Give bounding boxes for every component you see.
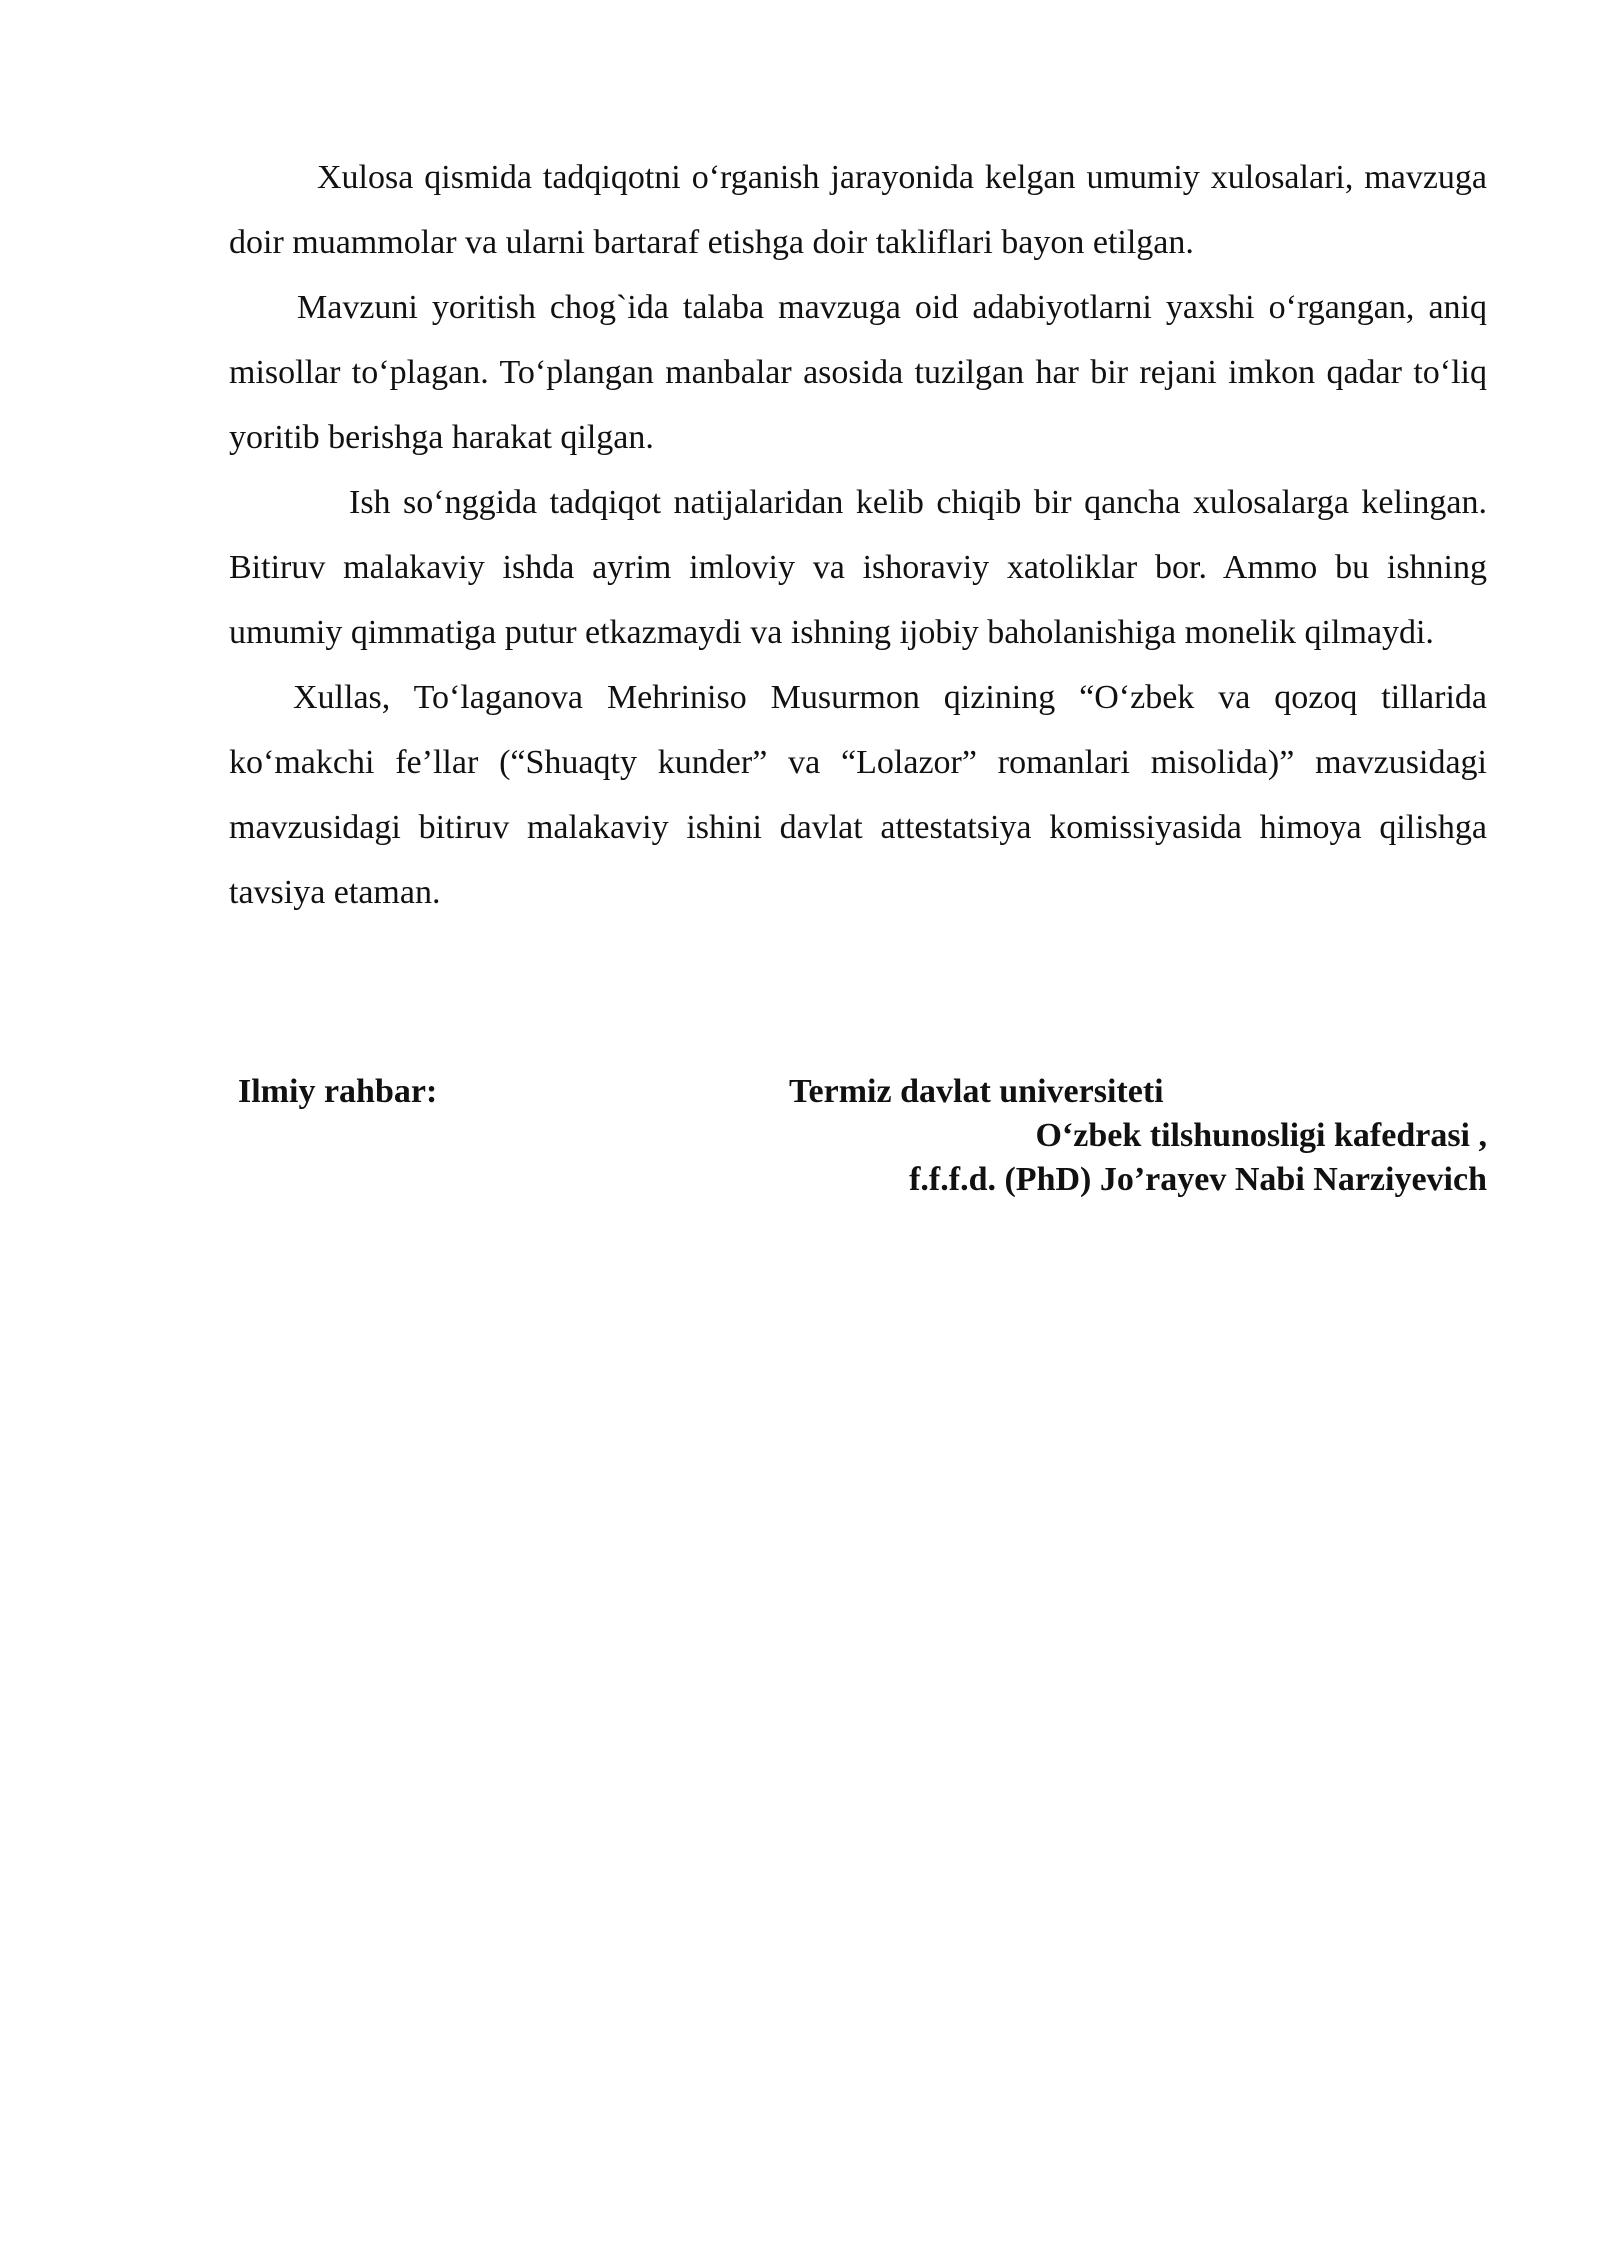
paragraph-topic-coverage: Mavzuni yoritish chog`ida talaba mavzuga oid adabiyotlarni yaxshi o‘rgangan, aniq misollar to‘plagan. To‘plangan manbalar asosida tuzilgan har bir rejani imkon qadar to‘liq yoritib berishga harakat qilgan. — [229, 289, 1487, 456]
document-body — [229, 145, 1487, 925]
paragraph-conclusion-summary: Xulosa qismida tadqiqotni o‘rganish jarayonida kelgan umumiy xulosalari, mavzuga doir muammolar va ularni bartaraf etishga doir takliflari bayon etilgan. — [229, 159, 1487, 261]
signature-block — [780, 1070, 1487, 1202]
paragraph-recommendation: Xullas, To‘laganova Mehriniso Musurmon qizining “O‘zbek va qozoq tillarida ko‘makchi fe’llar (“Shuaqty kunder” va “Lolazor” romanlari misolida)” mavzusidagi mavzusidagi bitiruv malakaviy ishini davlat attestatsiya komissiyasida himoya qilishga tavsiya etaman. — [229, 679, 1487, 911]
supervisor-role-label: Ilmiy rahbar: — [238, 1073, 438, 1110]
signature-department: O‘zbek tilshunosligi kafedrasi , — [1035, 1117, 1487, 1154]
paragraph-findings-errors: Ish so‘nggida tadqiqot natijalaridan kelib chiqib bir qancha xulosalarga kelingan. Bitiruv malakaviy ishda ayrim imloviy va ishoraviy xatoliklar bor. Ammo bu ishning umumiy qimmatiga putur etkazmaydi va ishning ijobiy baholanishiga monelik qilmaydi. — [229, 484, 1487, 651]
signature-university: Termiz davlat universiteti — [789, 1073, 1164, 1110]
signature-name: f.f.f.d. (PhD) Jo’rayev Nabi Narziyevich — [909, 1161, 1487, 1198]
